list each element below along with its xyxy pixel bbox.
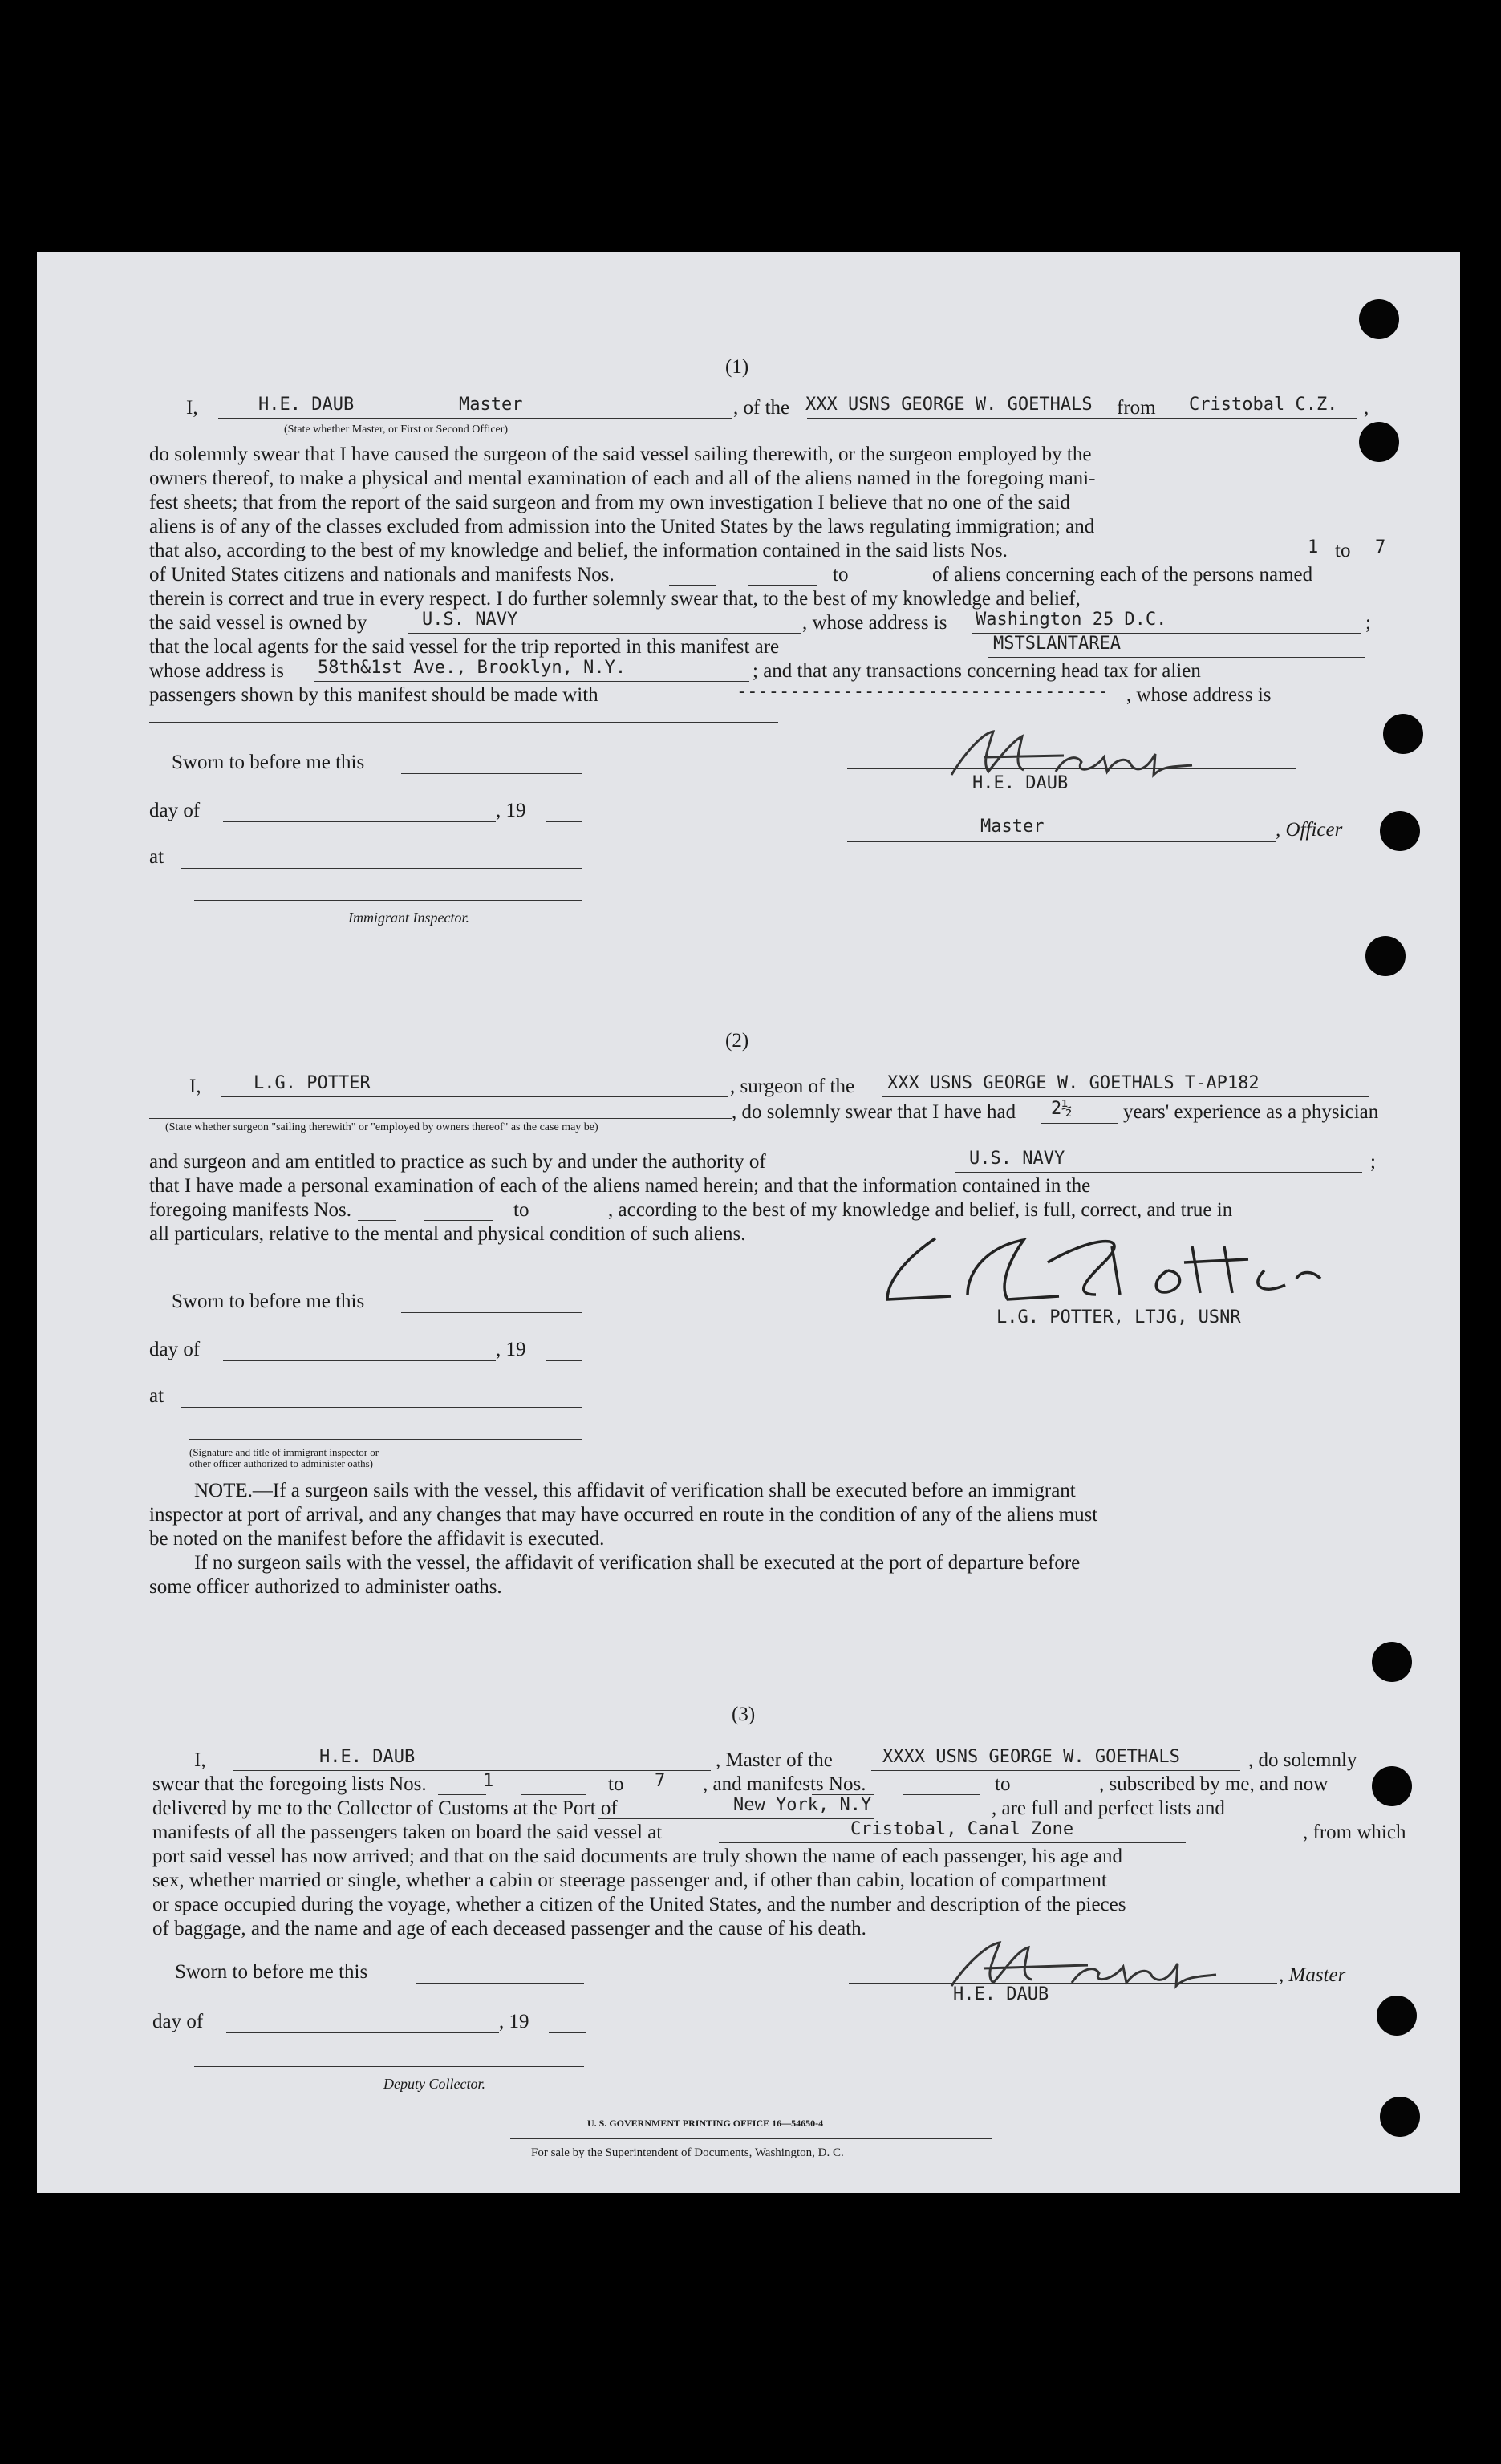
note-line: If no surgeon sails with the vessel, the affidavit of verification shall be executed at the port of departure before: [194, 1552, 1081, 1574]
oath3-lists-to: 7: [655, 1771, 666, 1791]
punch-hole: [1359, 299, 1399, 339]
oath2-inspector-caption: (Signature and title of immigrant inspector or other officer authorized to administer oaths): [189, 1446, 379, 1469]
oath2-line3: and surgeon and am entitled to practice as such by and under the authority of U.S. NAVY ;: [149, 1149, 1376, 1173]
oath3-day-of: day of: [152, 2011, 204, 2032]
oath2-caption: (State whether surgeon "sailing therewith" or "employed by owners thereof" as the case may be): [165, 1121, 598, 1133]
oath3-underline: [521, 1794, 586, 1795]
oath1-underline: [223, 821, 496, 822]
oath3-collector-caption: Deputy Collector.: [383, 2076, 485, 2092]
oath3-line2: swear that the foregoing lists Nos. 1 to 7 , and manifests Nos. to , subscribed by me, and now: [152, 1771, 1329, 1795]
oath2-vessel: XXX USNS GEORGE W. GOETHALS T-AP182: [887, 1073, 1260, 1093]
oath1-body-line: aliens is of any of the classes excluded from admission into the United States by the laws regulating immigration; and: [149, 516, 1095, 537]
oath2-years: 2½: [1051, 1099, 1073, 1119]
oath1-underline: [181, 868, 582, 869]
note-line: inspector at port of arrival, and any changes that may have occurred en route in the condition of any of the aliens must: [149, 1504, 1098, 1526]
oath3-line3: delivered by me to the Collector of Customs at the Port of New York, N.Y , are full and perfect lists and: [152, 1795, 1225, 1819]
oath1-body-line: fest sheets; that from the report of the said surgeon and from my own investigation I believe that no one of the said: [149, 492, 1070, 513]
oath2-underline: [181, 1407, 582, 1408]
oath1-underline: [807, 418, 1357, 419]
oath2-year: , 19: [496, 1339, 526, 1360]
oath1-headtax-agent: -----------------------------------: [736, 682, 1109, 702]
oath1-sworn: Sworn to before me this: [172, 752, 365, 773]
oath1-lists-to: 7: [1375, 537, 1386, 557]
oath3-line4: manifests of all the passengers taken on board the said vessel at Cristobal, Canal Zone , from which: [152, 1819, 1406, 1843]
oath3-underline: [903, 1794, 980, 1795]
oath2-day-of: day of: [149, 1339, 201, 1360]
sale-line: For sale by the Superintendent of Documents, Washington, D. C.: [531, 2146, 844, 2159]
oath2-underline: [223, 1360, 496, 1361]
note-line: NOTE.—If a surgeon sails with the vessel, this affidavit of verification shall be executed before an immigrant: [194, 1480, 1076, 1502]
oath3-underline: [549, 2032, 586, 2033]
punch-hole: [1380, 2097, 1420, 2137]
oath3-body-line: port said vessel has now arrived; and that on the said documents are truly shown the name of each passenger, his age and: [152, 1846, 1123, 1867]
oath1-agents-address: 58th&1st Ave., Brooklyn, N.Y.: [318, 658, 627, 678]
oath1-from: from: [1117, 397, 1156, 419]
oath2-underline: [401, 1312, 582, 1313]
oath3-place: Cristobal, Canal Zone: [850, 1819, 1074, 1839]
oath1-underline: [988, 657, 1365, 658]
oath3-name: H.E. DAUB: [319, 1747, 416, 1767]
oath3-underline: [598, 1818, 874, 1819]
document-page: (1) I, H.E. DAUB Master , of the XXX USNS GEORGE W. GOETHALS from Cristobal C.Z. , (State whether Master, or First or Second Officer) do solemnly swear that I have caused the surgeon of the said vessel sailing therewith, or the surgeon employed by the owners thereof, to make a physical and mental examination of each and all of the aliens named in the foregoing mani- fest sheets; that from the report of the said surgeon and from my own investigation I believe that no one of the said aliens is of any of the classes excluded from admission into the United States by the laws regulating immigration; and that also, according to the best of my knowledge and belief, the information contained in the said lists Nos. 1 to 7 of United States citizens and nationals and manifests Nos. to of aliens concerning each of the persons named therein is correct and true in every respect. I do further solemnly swear that, to the best of my knowledge and belief, the said vessel is owned by U.S. NAVY , whose address is Washington 25 D.C. ; that the local agents for the said vessel for the trip reported in this manifest are MSTSLANTAREA whose address is 58th&1st Ave., Brooklyn, N.Y. ; and that any transactions concerning head tax for alien passengers shown by this manifest should be made with ----------------------------------- , whose address is Sworn to before me this day of , 19 at Immigrant Inspector. H.E. DAUB Master , Officer (2) I, L.G. POTTER , surgeon of the XXX USNS GEORGE W. GOETHALS T-AP182 (State whether surgeon "sailing therewith" or "employed by owners thereof" as the case may be) , do solemnly swear that I have had 2½ years' experience as a physician and surgeon and am entitled to practice as such by and under the authority of U.S. NAVY ; that I have made a personal examination of each of the aliens named herein; and that the information contained in the foregoing manifests Nos. to , according to the best of my knowledge and belief, is full, correct, and true in all particulars, relative to the mental and physical condition of such aliens. L.G. POTTER, LTJG, USNR Sworn to before me this day of , 19 at (Signature and title of immigrant inspector or other officer authorized to administer oaths) NOTE.—If a surgeon sails with the vessel, this affidavit of verification shall be executed before an immigrant inspector at port of arrival, and any changes that may have occurred en route in the condition of any of the aliens must be noted on the manifest before the affidavit is executed. If no surgeon sails with the vessel, the affidavit of verification shall be executed at the port of departure before some officer authorized to administer oaths. (3) I, H.E. DAUB , Master of the XXXX USNS GEORGE W. GOETHALS , do solemnly swear that the foregoing lists Nos. 1 to 7 , and manifests Nos. to , subscribed by me, and now delivered by me to the Collector of Customs at the Port of New York, N.Y , are full and perfect lists and manifests of all the passengers taken on board the said vessel at Cristobal, Canal Zone , from which port said vessel has now arrived; and that on the said documents are truly shown the name of each passenger, his age and sex, whether married or single, whether a cabin or steerage passenger and, if other than cabin, location of compartment or space occupied during the voyage, whether a citizen of the United States, and the number and description of the pieces of baggage, and the name and age of each deceased passenger and the cause of his death. Sworn to before me this , Master H.E. DAUB day of , 19 Deputy Collector. U. S. GOVERNMENT PRINTING OFFICE 16—54650-4 For sale by the Superintendent of Documents, Washington, D. C.: [37, 252, 1460, 2193]
oath1-underline: [748, 585, 817, 586]
oath1-line11: passengers shown by this manifest should be made with ----------------------------------- , whose address is: [149, 682, 1272, 706]
oath1-line10: whose address is 58th&1st Ave., Brooklyn, N.Y. ; and that any transactions concerning head tax for alien: [149, 658, 1201, 682]
oath3-body-line: or space occupied during the voyage, whether a citizen of the United States, and the number and description of the pieces: [152, 1894, 1126, 1915]
oath1-rank: Master: [459, 395, 523, 415]
oath2-underline: [358, 1220, 396, 1221]
oath3-port: New York, N.Y: [733, 1795, 872, 1815]
oath1-vessel: XXX USNS GEORGE W. GOETHALS: [805, 395, 1093, 415]
oath1-underline: [149, 722, 778, 723]
oath1-line9: that the local agents for the said vessel for the trip reported in this manifest are MSTSLANTAREA: [149, 634, 1121, 658]
printer-line: U. S. GOVERNMENT PRINTING OFFICE 16—54650-4: [587, 2118, 824, 2129]
oath3-lists-from: 1: [483, 1771, 494, 1791]
oath2-line5: foregoing manifests Nos. to , according to the best of my knowledge and belief, is full, correct, and true in: [149, 1199, 1233, 1221]
oath3-master-word: , Master: [1279, 1964, 1346, 1986]
punch-hole: [1383, 714, 1423, 754]
oath3-line1: I, H.E. DAUB , Master of the XXXX USNS GEORGE W. GOETHALS , do solemnly: [194, 1747, 1357, 1771]
oath1-line7: therein is correct and true in every respect. I do further solemnly swear that, to the best of my knowledge and belief,: [149, 588, 1081, 610]
punch-hole: [1377, 1996, 1417, 2036]
oath1-underline: [218, 418, 732, 419]
oath1-name: H.E. DAUB: [258, 395, 355, 415]
oath3-vessel: XXXX USNS GEORGE W. GOETHALS: [882, 1747, 1180, 1767]
oath1-year: , 19: [496, 800, 526, 821]
oath1-underline: [408, 633, 801, 634]
section-3-heading: (3): [732, 1704, 756, 1725]
oath1-rank-caption: (State whether Master, or First or Second Officer): [284, 424, 509, 436]
oath3-underline: [871, 1770, 1240, 1771]
oath3-sworn: Sworn to before me this: [175, 1961, 368, 1983]
oath1-underline: [847, 768, 1296, 769]
oath2-underline: [955, 1172, 1362, 1173]
oath1-underline: [401, 773, 582, 774]
oath2-authority: U.S. NAVY: [969, 1149, 1065, 1169]
oath1-of-the: , of the: [733, 397, 790, 419]
oath1-pronoun: I,: [186, 397, 198, 419]
punch-hole: [1359, 422, 1399, 462]
oath3-underline: [194, 2066, 584, 2067]
oath2-sworn: Sworn to before me this: [172, 1291, 365, 1312]
oath1-at: at: [149, 846, 164, 868]
oath2-at: at: [149, 1385, 164, 1407]
oath1-owner-address: Washington 25 D.C.: [976, 610, 1167, 630]
oath3-underline: [416, 1983, 584, 1984]
section-2-heading: (2): [725, 1030, 749, 1052]
oath1-line1: [186, 396, 1373, 420]
oath1-agents: MSTSLANTAREA: [993, 634, 1121, 654]
oath1-owner: U.S. NAVY: [422, 610, 518, 630]
oath1-comma: ,: [1364, 397, 1369, 419]
oath3-underline: [849, 1983, 1277, 1984]
note-line: some officer authorized to administer oaths.: [149, 1576, 502, 1598]
oath1-body-line: owners thereof, to make a physical and mental examination of each and all of the aliens named in the foregoing mani-: [149, 468, 1096, 489]
oath1-day-of: day of: [149, 800, 201, 821]
footer-rule: [510, 2138, 992, 2139]
punch-hole: [1372, 1642, 1412, 1682]
oath3-year: , 19: [499, 2011, 529, 2032]
oath2-underline: [882, 1096, 1369, 1097]
oath3-underline: [233, 1770, 711, 1771]
oath1-inspector-caption: Immigrant Inspector.: [348, 910, 469, 926]
section-1-heading: (1): [725, 356, 749, 378]
oath1-underline: [194, 900, 582, 901]
oath1-underline: [669, 585, 716, 586]
punch-hole: [1365, 936, 1406, 976]
oath2-line4: that I have made a personal examination of each of the aliens named herein; and that the information contained in the: [149, 1175, 1091, 1197]
potter-signature: [847, 1222, 1329, 1311]
oath1-underline: [314, 681, 749, 682]
oath2-underline: [221, 1096, 728, 1097]
oath2-underline: [149, 1118, 732, 1119]
oath1-line5: that also, according to the best of my knowledge and belief, the information contained in the said lists Nos. 1 to 7: [149, 537, 1386, 561]
oath2-line6: all particulars, relative to the mental and physical condition of such aliens.: [149, 1223, 746, 1245]
oath1-underline: [546, 821, 582, 822]
oath1-lists-from: 1: [1308, 537, 1319, 557]
punch-hole: [1380, 811, 1420, 851]
oath1-line6: of United States citizens and nationals and manifests Nos. to of aliens concerning each of the persons named: [149, 564, 1313, 586]
oath2-underline: [546, 1360, 582, 1361]
oath3-body-line: sex, whether married or single, whether a cabin or steerage passenger and, if other than cabin, location of compartment: [152, 1870, 1107, 1891]
oath3-underline: [719, 1842, 1186, 1843]
oath1-body-line: do solemnly swear that I have caused the surgeon of the said vessel sailing therewith, or the surgeon employed by the: [149, 444, 1092, 465]
oath2-underline: [424, 1220, 493, 1221]
oath2-underline: [1041, 1123, 1118, 1124]
oath3-underline: [438, 1794, 486, 1795]
oath1-line8: the said vessel is owned by U.S. NAVY , whose address is Washington 25 D.C. ;: [149, 610, 1371, 634]
oath3-body-line: of baggage, and the name and age of each deceased passenger and the cause of his death.: [152, 1918, 866, 1939]
oath2-underline: [189, 1439, 582, 1440]
oath3-underline: [226, 2032, 499, 2033]
oath2-line2: , do solemnly swear that I have had 2½ years' experience as a physician: [732, 1099, 1379, 1123]
oath1-underline: [847, 841, 1276, 842]
oath2-name: L.G. POTTER: [254, 1073, 371, 1093]
oath1-origin: Cristobal C.Z.: [1189, 395, 1338, 415]
note-line: be noted on the manifest before the affidavit is executed.: [149, 1528, 605, 1550]
oath2-line1: I, L.G. POTTER , surgeon of the XXX USNS GEORGE W. GOETHALS T-AP182: [189, 1073, 1260, 1097]
